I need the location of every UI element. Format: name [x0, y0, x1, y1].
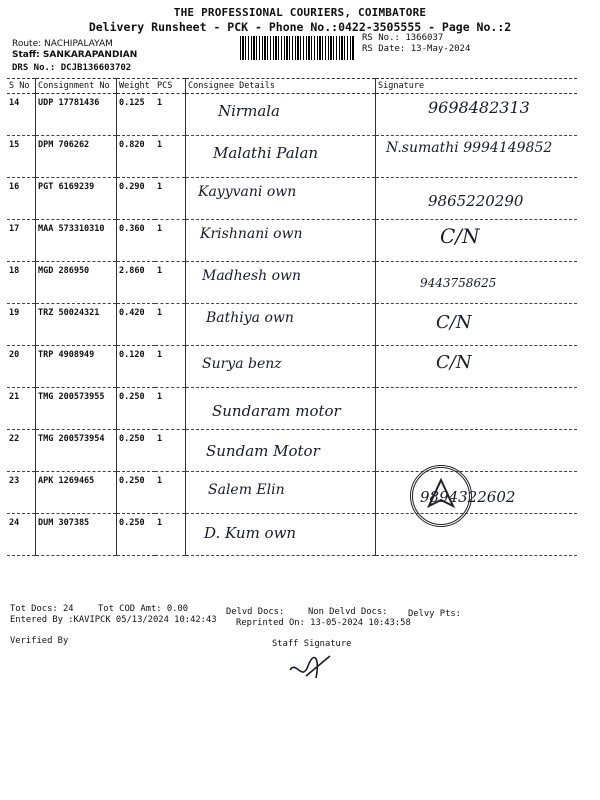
row-consignee [186, 430, 376, 472]
table-row [7, 346, 577, 388]
row-consignee [186, 346, 376, 388]
row-consignment: UDP 17781436 [36, 94, 117, 136]
row-pcs: 1 [155, 94, 186, 136]
row-weight: 0.250 [117, 388, 156, 430]
signature-handwriting: 9894322602 [420, 488, 516, 506]
reprinted-on: Reprinted On: 13-05-2024 10:43:58 [236, 618, 411, 628]
col-sno: S No [7, 79, 36, 94]
row-weight: 0.250 [117, 430, 156, 472]
row-consignment: TRP 4908949 [36, 346, 117, 388]
row-sno: 19 [7, 304, 36, 346]
rs-number: RS No.: 1366037 [362, 33, 444, 43]
signature-handwriting [378, 395, 386, 399]
row-pcs: 1 [155, 346, 186, 388]
row-signature [376, 220, 578, 262]
row-sno: 16 [7, 178, 36, 220]
signature-handwriting: N.sumathi 9994149852 [386, 140, 553, 156]
row-pcs: 1 [155, 262, 186, 304]
row-sno: 18 [7, 262, 36, 304]
row-signature [376, 514, 578, 556]
row-consignee [186, 94, 376, 136]
row-weight: 0.125 [117, 94, 156, 136]
col-signature: Signature [376, 79, 578, 94]
row-sno: 23 [7, 472, 36, 514]
total-cod-amount: Tot COD Amt: 0.00 [98, 604, 189, 614]
row-weight: 0.250 [117, 514, 156, 556]
col-consignment: Consignment No [36, 79, 117, 94]
row-signature [376, 262, 578, 304]
row-pcs: 1 [155, 304, 186, 346]
row-consignee [186, 472, 376, 514]
row-sno: 17 [7, 220, 36, 262]
table-header-row [7, 79, 577, 94]
non-delivered-docs: Non Delvd Docs: [308, 607, 388, 617]
row-consignment: MGD 286950 [36, 262, 117, 304]
consignee-handwriting: Sundam Motor [206, 442, 320, 460]
col-consignee: Consignee Details [186, 79, 376, 94]
row-signature [376, 388, 578, 430]
row-consignment: DUM 307385 [36, 514, 117, 556]
consignee-handwriting: Bathiya own [206, 310, 294, 326]
row-consignment: APK 1269465 [36, 472, 117, 514]
delivery-stamp [410, 465, 472, 527]
row-consignee [186, 220, 376, 262]
signature-scribble-icon [286, 652, 336, 692]
col-pcs: PCS [155, 79, 186, 94]
consignee-handwriting: Krishnani own [200, 226, 303, 242]
row-weight: 2.860 [117, 262, 156, 304]
row-consignment: PGT 6169239 [36, 178, 117, 220]
row-weight: 0.820 [117, 136, 156, 178]
drs-number: DRS No.: DCJB136603702 [12, 63, 132, 73]
consignee-handwriting: Surya benz [202, 356, 282, 372]
stamp-emblem-icon [413, 468, 469, 524]
total-docs: Tot Docs: 24 [10, 604, 74, 614]
row-pcs: 1 [155, 220, 186, 262]
table-row [7, 388, 577, 430]
table-row [7, 94, 577, 136]
row-pcs: 1 [155, 472, 186, 514]
company-title: THE PROFESSIONAL COURIERS, COIMBATORE [173, 6, 427, 19]
row-consignee [186, 262, 376, 304]
runsheet-subtitle: Delivery Runsheet - PCK - Phone No.:0422-3505555 - Page No.:2 [88, 20, 512, 34]
row-consignment: TRZ 50024321 [36, 304, 117, 346]
col-weight: Weight [117, 79, 156, 94]
row-weight: 0.120 [117, 346, 156, 388]
row-consignment: DPM 706262 [36, 136, 117, 178]
row-consignee [186, 388, 376, 430]
row-consignment: TMG 200573955 [36, 388, 117, 430]
barcode [240, 36, 355, 60]
table-row [7, 220, 577, 262]
row-weight: 0.360 [117, 220, 156, 262]
consignee-handwriting: Malathi Palan [213, 144, 319, 162]
rs-date: RS Date: 13-May-2024 [362, 44, 471, 54]
delivered-docs: Delvd Docs: [226, 607, 285, 617]
row-pcs: 1 [155, 178, 186, 220]
row-weight: 0.250 [117, 472, 156, 514]
consignee-handwriting: Kayyvani own [198, 184, 297, 200]
row-sno: 24 [7, 514, 36, 556]
consignee-handwriting: D. Kum own [204, 524, 297, 542]
delivery-points: Delvy Pts: [408, 609, 461, 619]
table-row [7, 178, 577, 220]
row-signature [376, 94, 578, 136]
row-sno: 22 [7, 430, 36, 472]
consignee-handwriting: Nirmala [218, 102, 280, 120]
row-consignee [186, 178, 376, 220]
table-row [7, 514, 577, 556]
staff-signature-mark [286, 652, 336, 696]
row-weight: 0.290 [117, 178, 156, 220]
row-consignment: TMG 200573954 [36, 430, 117, 472]
signature-handwriting: 9443758625 [420, 276, 497, 290]
signature-handwriting: 9865220290 [428, 192, 524, 210]
route-label: Route: NACHIPALAYAM [12, 39, 113, 49]
row-sno: 20 [7, 346, 36, 388]
signature-handwriting: C/N [440, 224, 480, 248]
row-signature [376, 472, 578, 514]
staff-signature-label: Staff Signature [272, 639, 352, 649]
row-pcs: 1 [155, 430, 186, 472]
row-pcs: 1 [155, 388, 186, 430]
table-row [7, 262, 577, 304]
entered-by: Entered By :KAVIPCK 05/13/2024 10:42:43 [10, 615, 217, 625]
table-row [7, 472, 577, 514]
table-row [7, 136, 577, 178]
row-pcs: 1 [155, 514, 186, 556]
row-signature [376, 136, 578, 178]
row-signature [376, 430, 578, 472]
row-consignee [186, 136, 376, 178]
verified-by: Verified By [10, 636, 69, 646]
row-pcs: 1 [155, 136, 186, 178]
row-signature [376, 304, 578, 346]
consignee-handwriting: Sundaram motor [212, 402, 341, 420]
signature-handwriting: 9698482313 [428, 98, 530, 117]
runsheet-table [7, 78, 577, 556]
table-row [7, 304, 577, 346]
consignee-handwriting: Salem Elin [208, 482, 285, 498]
row-consignment: MAA 573310310 [36, 220, 117, 262]
row-weight: 0.420 [117, 304, 156, 346]
row-sno: 15 [7, 136, 36, 178]
row-consignee [186, 514, 376, 556]
signature-handwriting: C/N [436, 352, 472, 373]
signature-handwriting: C/N [436, 312, 472, 333]
row-signature [376, 346, 578, 388]
row-sno: 14 [7, 94, 36, 136]
row-signature [376, 178, 578, 220]
table-row [7, 430, 577, 472]
row-sno: 21 [7, 388, 36, 430]
staff-label: Staff: SANKARAPANDIAN [12, 50, 138, 60]
consignee-handwriting: Madhesh own [202, 268, 302, 284]
row-consignee [186, 304, 376, 346]
